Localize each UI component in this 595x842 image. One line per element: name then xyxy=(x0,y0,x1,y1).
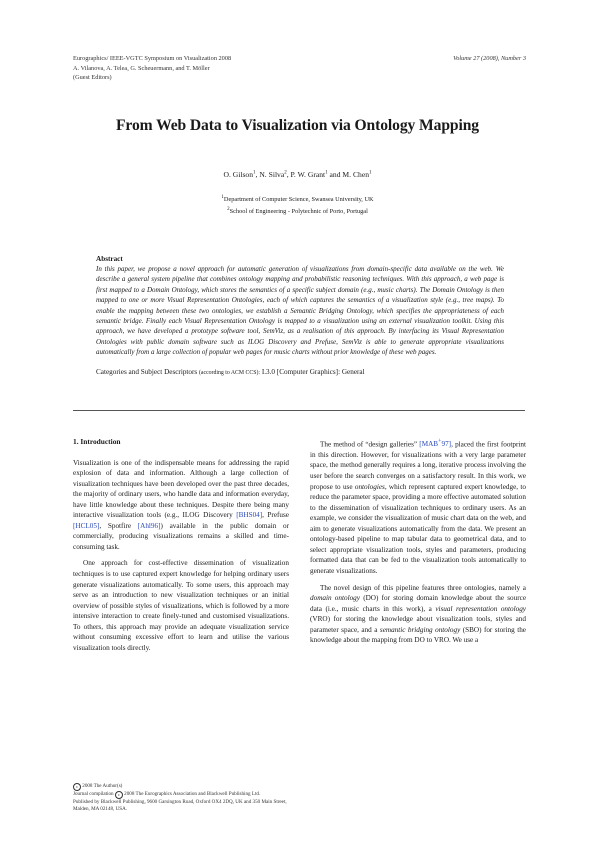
copyright-icon: c xyxy=(115,791,123,799)
footnote-line xyxy=(73,783,295,791)
abstract-block xyxy=(96,254,504,378)
citation-link[interactable]: [BHS04] xyxy=(236,511,263,520)
copyright-footnote xyxy=(73,783,295,814)
footnote-text: 2008 The Eurographics Association and Blackwell Publishing Ltd. xyxy=(124,791,261,797)
text-run: Visualization is one of the indispensable means for addressing the rapid explosion of data and information. Although a large collection of visualization techniques have been developed over the past three decades, the majority of ordinary users, who handle data and information everyday, have little knowledge about these techniques. Despite there being many interactive visualization tools (e.g., ILOG Discovery xyxy=(73,458,289,520)
section-divider xyxy=(73,410,525,411)
author-list: O. Gilson$^1$, N. Silva$^2$, P. W. Grant$^1$ and M. Chen$^1$ xyxy=(223,170,372,179)
affil-number: 1 xyxy=(221,195,224,200)
text-run: , placed the first footprint in this direction. However, for visualizations with a very large parameter space, the method generally requires a long, iterative process involving the user before the search converges on a satisfactory result. In this work, we propose to use xyxy=(310,440,526,491)
category-descriptors xyxy=(96,367,504,378)
affiliations xyxy=(60,193,535,217)
citation-sup: + xyxy=(438,439,442,445)
author-name: P. W. Grant xyxy=(290,170,326,179)
emphasis: semantic bridging ontology xyxy=(379,625,461,634)
author-name: N. Silva xyxy=(259,170,285,179)
categories-label: Categories and Subject Descriptors xyxy=(96,367,198,376)
abstract-text: In this paper, we propose a novel approach for automatic generation of visualizations from domain-specific data available on the web. We describe a general system pipeline that combines ontology mapping and probabilistic reasoning techniques. With this approach, a web page is first mapped to a Domain Ontology, which stores the semantics of a specific subject domain (e.g., music charts). The Domain Ontology is then mapped to one or more Visual Representation Ontologies, each of which captures the semantics of a visualization style (e.g., tree maps). To enable the mapping between these two ontologies, we establish a Semantic Bridging Ontology, which specifies the appropriateness of each semantic bridge. Finally each Visual Representation Ontology is mapped to a visualization using an external visualization toolkit. Using this approach, we have developed a prototype software tool, SemViz, as a realisation of this approach. By interfacing its Visual Representation Ontologies with public domain software such as ILOG Discovery and Prefuse, SemViz is able to generate appropriate visualizations automatically from a large collection of popular web pages for music charts without prior knowledge of these web pages. xyxy=(96,265,504,357)
affil-marker: 1 xyxy=(253,170,256,176)
categories-value: I.3.0 [Computer Graphics]: General xyxy=(261,367,365,376)
venue-line: Eurographics/ IEEE-VGTC Symposium on Visualization 2008 xyxy=(73,55,232,62)
running-header-left xyxy=(73,54,373,83)
emphasis: domain ontology xyxy=(310,594,360,603)
abstract-heading: Abstract xyxy=(96,255,123,263)
emphasis: visual representation ontology xyxy=(435,604,526,613)
text-run: (DO) for storing domain knowledge about the source data (i.e., music charts in this work), a xyxy=(310,594,527,613)
affil-marker: 1 xyxy=(325,170,328,176)
author-name: and M. Chen xyxy=(329,170,369,179)
affil-text: Department of Computer Science, Swansea University, UK xyxy=(223,196,374,204)
text-run: The method of “design galleries” xyxy=(320,440,420,449)
paper-title: From Web Data to Visualization via Ontology Mapping xyxy=(116,117,479,134)
text-run: , Prefuse xyxy=(262,511,289,520)
text-run: ) available in the public domain or commercially, producing visualizations remains a skilled and time-consuming task. xyxy=(73,521,290,551)
copyright-icon: c xyxy=(73,783,81,791)
paragraph: One approach for cost-effective dissemination of visualization techniques is to use captured expert knowledge for helping ordinary users generate visualizations automatically. To some users, this approach may serve as an introduction to new visualization techniques or an initial overview of possible styles of visualizations, which is followed by a more intensive interaction to create finely-tuned and customised visualizations. To others, this approach may provide an adequate visualization service without consuming excessive effort to learn and utilise the various visualization tools directly. xyxy=(73,559,289,652)
citation-link[interactable]: [Ahl96] xyxy=(137,521,161,530)
text-run: (SBO) for storing the knowledge about the mapping from DO to VRO. We use a xyxy=(310,625,526,645)
citation-text: [MAB xyxy=(419,440,439,449)
categories-note: (according to ACM CCS): xyxy=(199,369,261,376)
affil-text: School of Engineering - Polytechnic of Porto, Portugal xyxy=(229,208,368,216)
footnote-text: 2008 The Author(s) xyxy=(82,783,123,789)
text-run: (VRO) for storing the knowledge about visualization tools, styles and parameter space, and a xyxy=(310,615,526,634)
citation-link[interactable] xyxy=(419,440,451,448)
volume-info: Volume 27 (2008), Number 3 xyxy=(453,55,526,62)
left-column xyxy=(73,437,289,653)
footnote-line: Published by Blackwell Publishing, 9600 Garsington Road, Oxford OX4 2DQ, UK and 350 Main Street, Malden, MA 02148, USA. xyxy=(73,799,287,813)
citation-link[interactable]: [HCL05] xyxy=(73,521,100,530)
author-name: O. Gilson xyxy=(223,170,254,179)
footnote-text: Journal compilation xyxy=(73,791,114,797)
affiliation-1 xyxy=(60,193,535,205)
paragraph xyxy=(73,458,289,553)
text-run: The novel design of this pipeline features three ontologies, namely a xyxy=(320,583,526,592)
paragraph xyxy=(310,437,526,577)
affiliation-2 xyxy=(60,205,535,217)
affil-number: 2 xyxy=(227,207,230,213)
right-column xyxy=(310,437,526,646)
section-heading: 1. Introduction xyxy=(73,437,121,446)
paragraph xyxy=(310,583,526,646)
text-run: , Spotfire xyxy=(99,521,138,530)
citation-text: 97] xyxy=(441,440,452,449)
footnote-line xyxy=(73,791,295,799)
text-run: , which represent captured expert knowledge, to reduce the parameter space, providing a more effective automated solution to the dissemination of visualization techniques to ordinary users. As an example, we consider the visualization of music chart data on the web, and aim to generate visualizations automatically from the data. We present an ontology-based pipeline to map tabular data to geometrical data, and to select appropriate visualization tools, styles and parameters, producing formatted data that can be fed to the visualization tools automatically to generate visualizations. xyxy=(310,482,526,575)
guest-editors-line: (Guest Editors) xyxy=(73,74,112,82)
emphasis: ontologies xyxy=(354,482,385,491)
affil-marker: 1 xyxy=(369,170,372,176)
affil-marker: 2 xyxy=(284,170,287,176)
editors-line: A. Vilanova, A. Telea, G. Scheuermann, and T. Möller xyxy=(73,64,210,72)
